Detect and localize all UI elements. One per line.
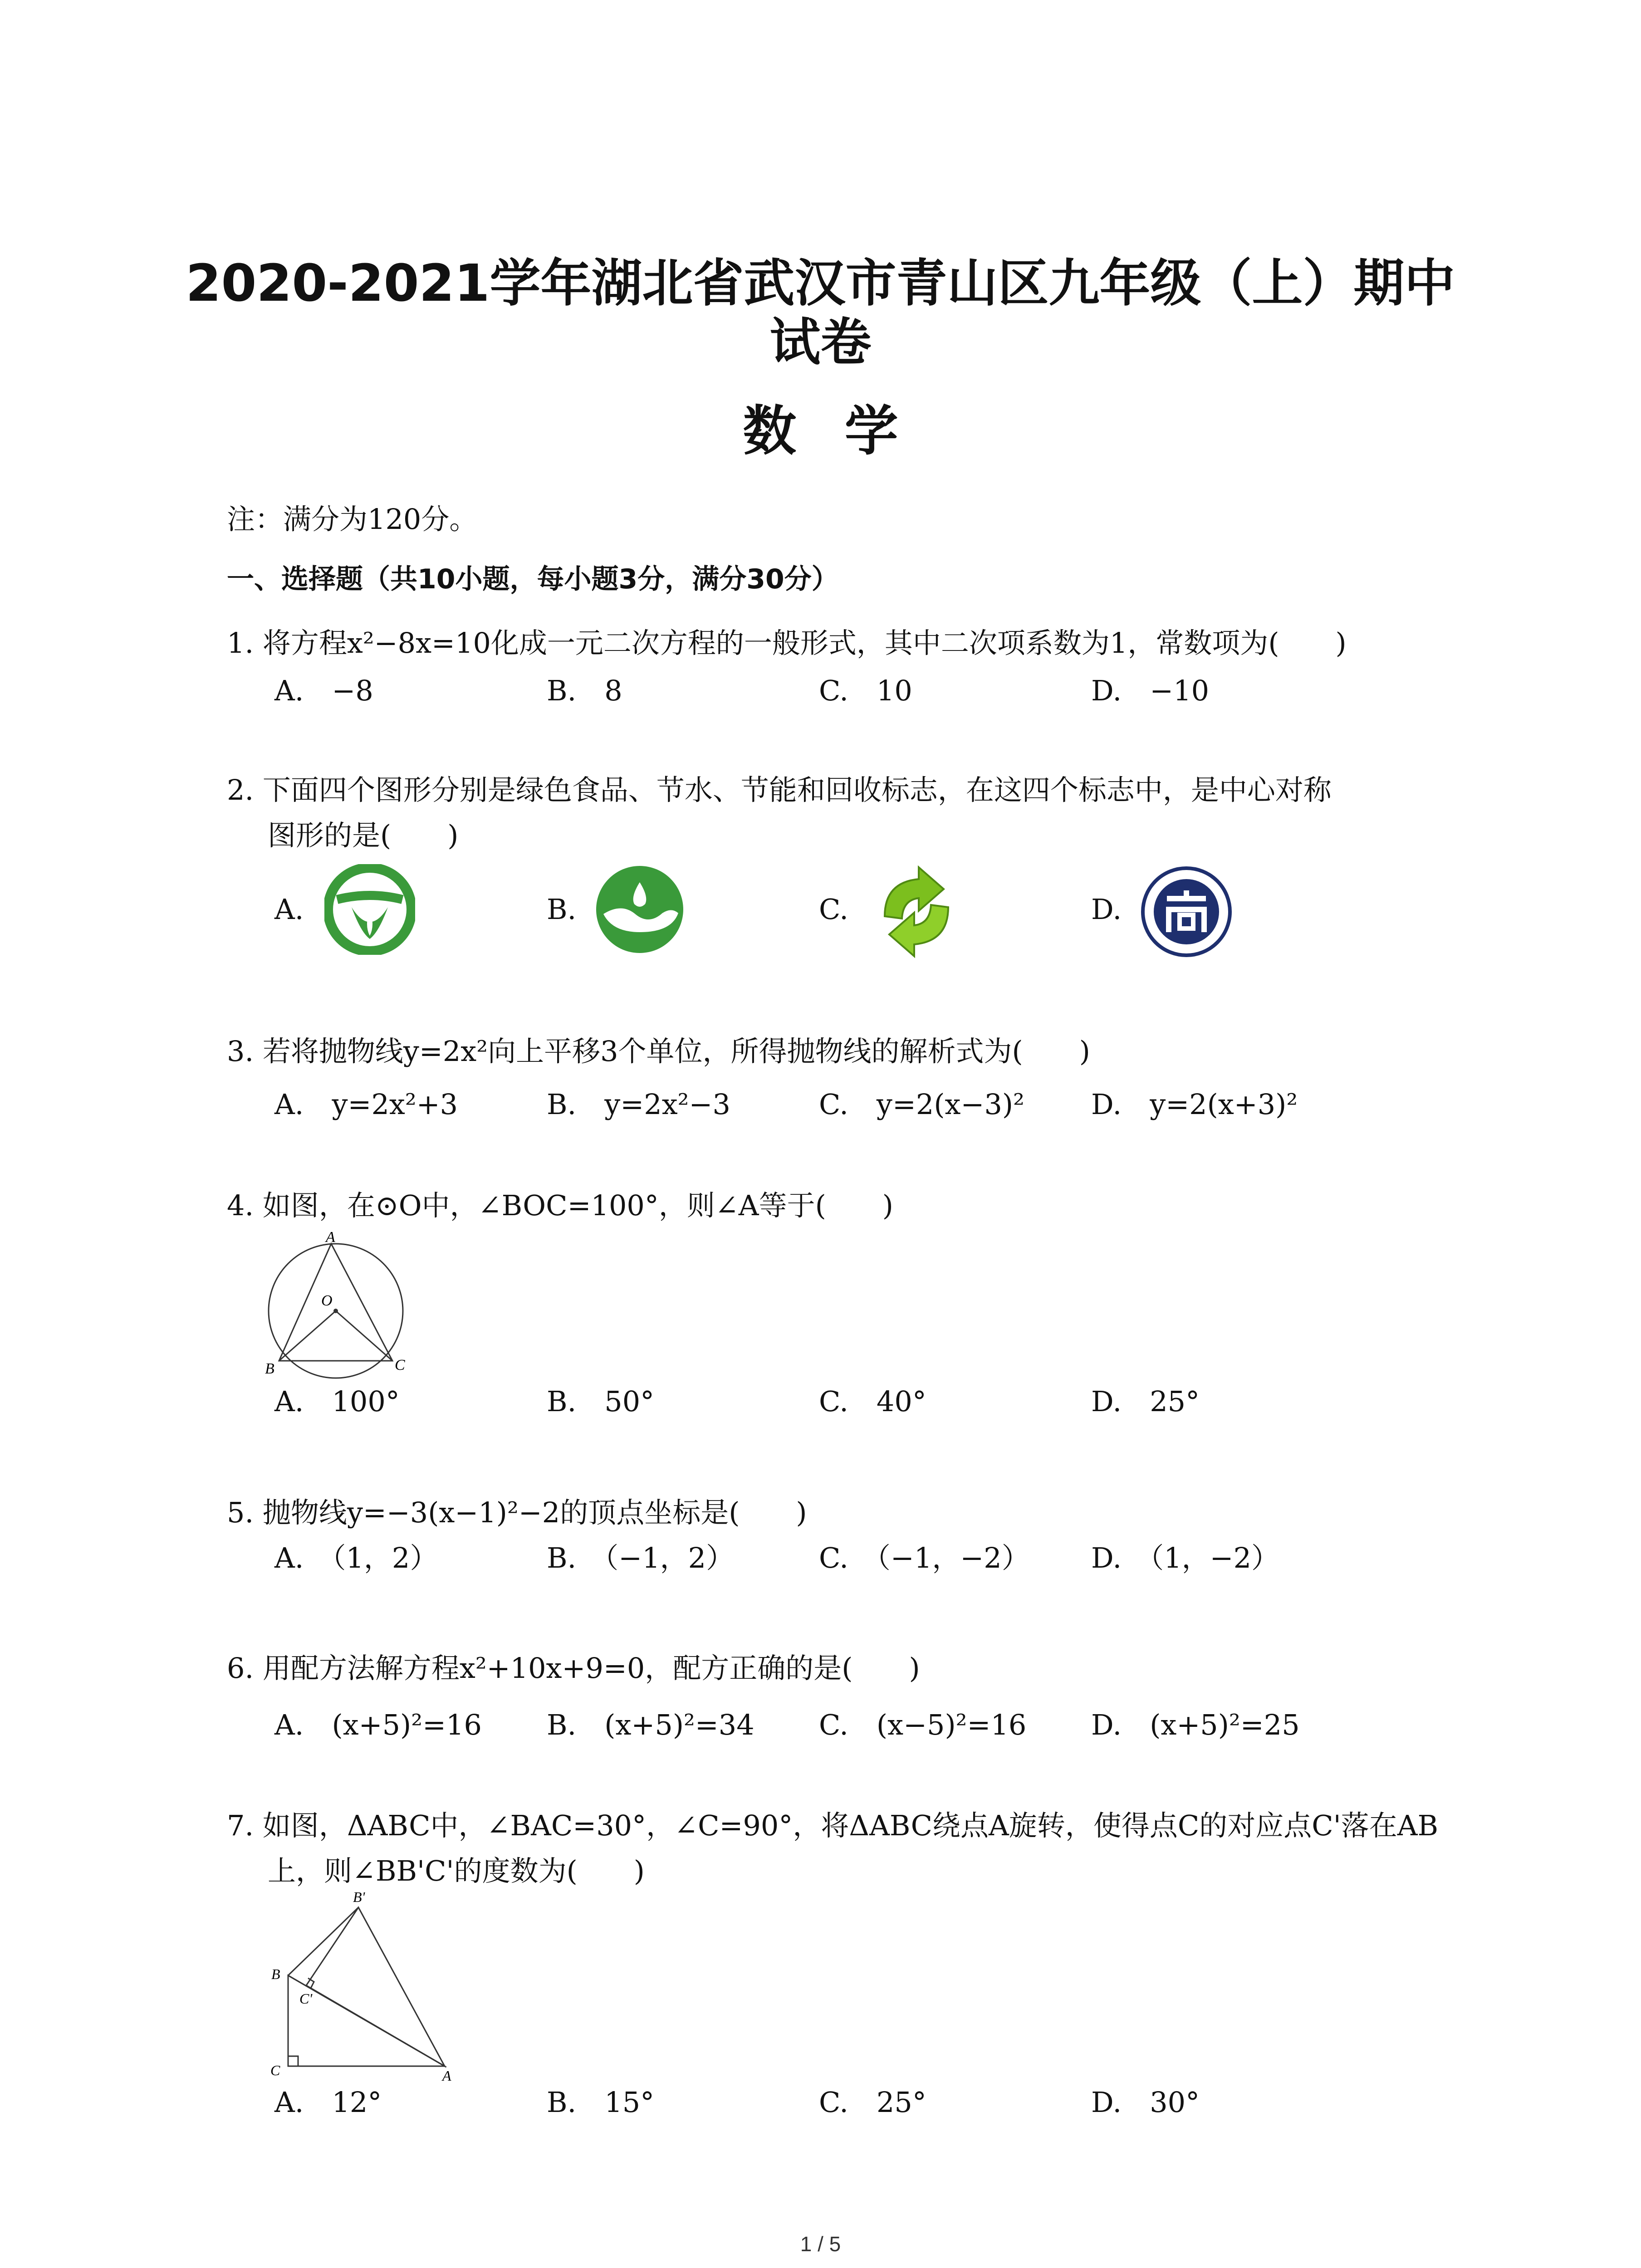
q2-option-b-label[interactable]: B. — [547, 893, 577, 926]
question-2-stem-line-2: 图形的是( ) — [268, 819, 459, 852]
q6-option-d[interactable]: D. (x+5)²=25 — [1091, 1708, 1300, 1741]
q5-option-b[interactable]: B. （−1，2） — [547, 1541, 735, 1574]
water-saving-logo-icon[interactable] — [594, 864, 685, 957]
q4-option-d[interactable]: D. 25° — [1091, 1385, 1200, 1418]
q5-option-d[interactable]: D. （1，−2） — [1091, 1541, 1280, 1574]
q3-option-b[interactable]: B. y=2x²−3 — [547, 1088, 730, 1121]
question-5-stem: 5. 抛物线y=−3(x−1)²−2的顶点坐标是( ) — [227, 1496, 807, 1529]
energy-saving-recycle-arrows-icon[interactable] — [867, 862, 966, 963]
title-line-2: 试卷 — [769, 313, 872, 372]
question-6-stem: 6. 用配方法解方程x²+10x+9=0，配方正确的是( ) — [227, 1652, 920, 1685]
question-7-stem-line-2: 上，则∠BB'C'的度数为( ) — [268, 1854, 645, 1887]
q1-option-a[interactable]: A. −8 — [274, 674, 373, 707]
q1-option-d[interactable]: D. −10 — [1091, 674, 1210, 707]
q1-option-b[interactable]: B. 8 — [547, 674, 622, 707]
rotated-triangle-figure — [263, 1885, 463, 2086]
fig7-label-c-prime: C' — [299, 1990, 313, 2007]
q7-option-c[interactable]: C. 25° — [819, 2086, 926, 2119]
q2-option-a-label[interactable]: A. — [274, 893, 304, 926]
q4-option-a[interactable]: A. 100° — [274, 1385, 400, 1418]
q4-option-b[interactable]: B. 50° — [547, 1385, 655, 1418]
question-1 — [227, 621, 1347, 666]
green-food-logo-icon[interactable] — [324, 864, 415, 957]
fig4-label-a: A — [326, 1229, 335, 1246]
subject-title: 数学 — [743, 400, 946, 462]
q3-option-d[interactable]: D. y=2(x+3)² — [1091, 1088, 1298, 1121]
fig7-label-c: C — [270, 2062, 280, 2078]
q1-option-c[interactable]: C. 10 — [819, 674, 912, 707]
q2-option-d-label[interactable]: D. — [1091, 893, 1122, 926]
circle-triangle-figure — [259, 1229, 413, 1385]
q3-option-a[interactable]: A. y=2x²+3 — [274, 1088, 458, 1121]
recycling-logo-icon[interactable] — [1139, 864, 1234, 961]
q6-option-b[interactable]: B. (x+5)²=34 — [547, 1708, 754, 1741]
fig4-label-c: C — [395, 1357, 405, 1374]
page-title — [0, 254, 1641, 372]
q6-option-c[interactable]: C. (x−5)²=16 — [819, 1708, 1027, 1741]
question-2 — [227, 767, 1332, 813]
q7-option-b[interactable]: B. 15° — [547, 2086, 655, 2119]
q4-option-c[interactable]: C. 40° — [819, 1385, 926, 1418]
fig4-label-b: B — [265, 1360, 274, 1377]
score-note: 注：满分为120分。 — [227, 503, 478, 536]
q2-option-c-label[interactable]: C. — [819, 893, 848, 926]
q7-option-a[interactable]: A. 12° — [274, 2086, 382, 2119]
fig7-label-b-prime: B' — [353, 1889, 365, 1905]
question-7-stem-line-1: 7. 如图，ΔABC中，∠BAC=30°，∠C=90°，将ΔABC绕点A旋转，使得点C的对应点C'落在AB — [227, 1809, 1439, 1842]
q5-option-a[interactable]: A. （1，2） — [274, 1541, 438, 1574]
fig4-label-o: O — [321, 1292, 333, 1309]
question-3-stem: 3. 若将抛物线y=2x²向上平移3个单位，所得抛物线的解析式为( ) — [227, 1035, 1090, 1068]
question-1-stem: 1. 将方程x²−8x=10化成一元二次方程的一般形式，其中二次项系数为1，常数项为( ) — [227, 626, 1347, 660]
question-2-stem-line-1: 2. 下面四个图形分别是绿色食品、节水、节能和回收标志，在这四个标志中，是中心对称 — [227, 773, 1332, 807]
fig7-label-a: A — [442, 2068, 451, 2084]
title-line-1: 2020-2021学年湖北省武汉市青山区九年级（上）期中 — [186, 254, 1455, 313]
page-number: 1 / 5 — [800, 2232, 841, 2256]
fig7-label-b: B — [271, 1966, 280, 1982]
section-heading: 一、选择题（共10小题，每小题3分，满分30分） — [227, 563, 839, 595]
q5-option-c[interactable]: C. （−1，−2） — [819, 1541, 1030, 1574]
q3-option-c[interactable]: C. y=2(x−3)² — [819, 1088, 1024, 1121]
question-4-stem: 4. 如图，在⊙O中，∠BOC=100°，则∠A等于( ) — [227, 1189, 893, 1222]
q6-option-a[interactable]: A. (x+5)²=16 — [274, 1708, 482, 1741]
q7-option-d[interactable]: D. 30° — [1091, 2086, 1200, 2119]
